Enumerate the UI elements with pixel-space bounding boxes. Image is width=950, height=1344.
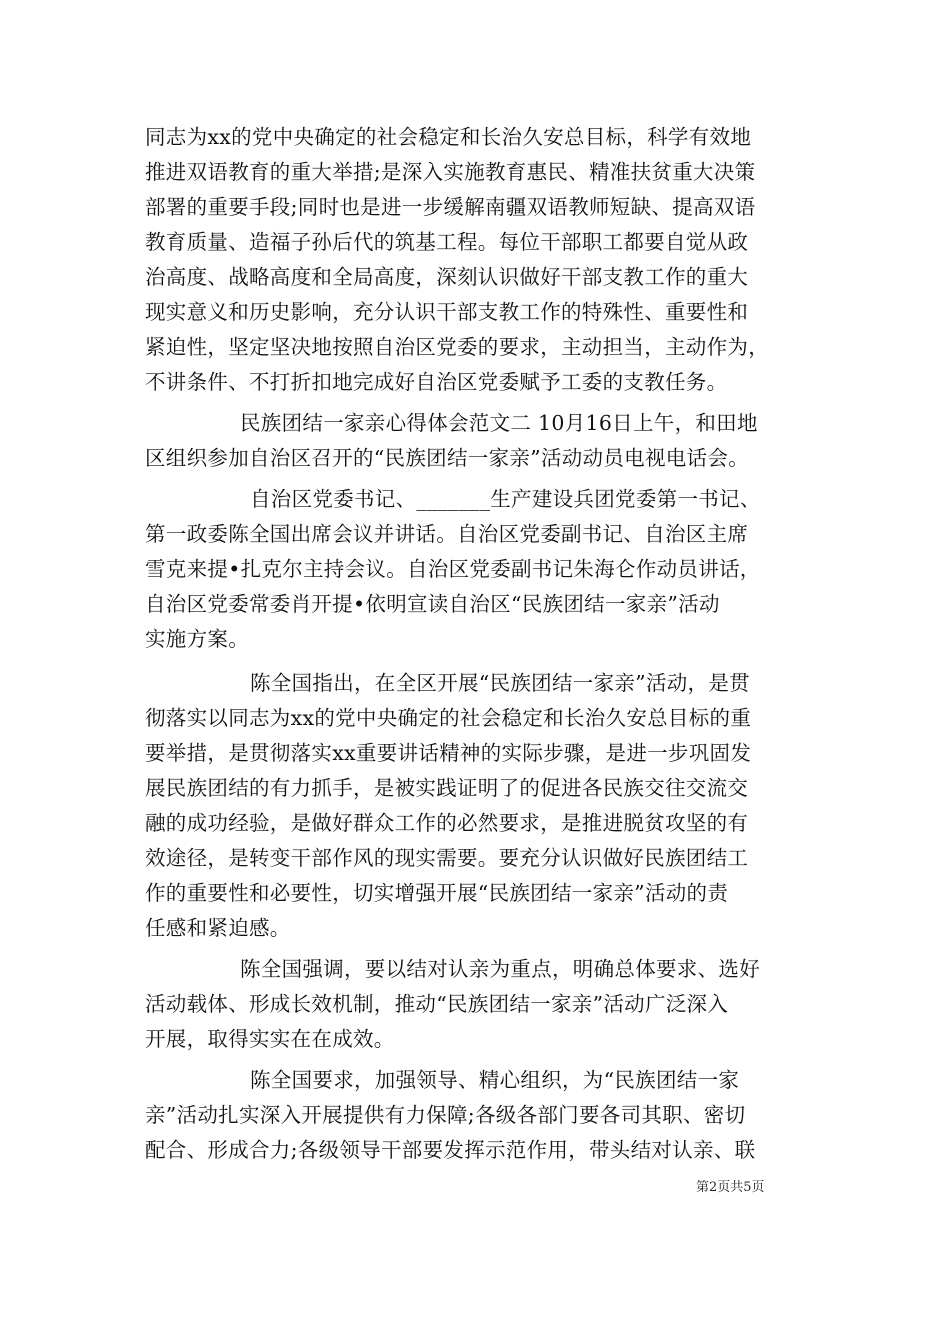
paragraph-2 [145, 406, 810, 476]
text-line: 效途径，是转变干部作风的现实需要。要充分认识做好民族团结工 [145, 846, 749, 870]
text-line: 陈全国强调，要以结对认亲为重点，明确总体要求、选好 [240, 957, 760, 981]
text-line: 紧迫性，坚定坚决地按照自治区党委的要求，主动担当，主动作为， [145, 335, 769, 359]
text-line: 要举措，是贯彻落实xx重要讲话精神的实际步骤，是进一步巩固发 [145, 741, 752, 765]
text-line: 部署的重要手段;同时也是进一步缓解南疆双语教师短缺、提高双语 [145, 195, 756, 219]
text-line: 开展，取得实实在在成效。 [145, 1027, 395, 1051]
text-line: 治高度、战略高度和全局高度，深刻认识做好干部支教工作的重大 [145, 265, 749, 289]
text-line: 自治区党委常委肖开提•依明宣读自治区“民族团结一家亲”活动 [145, 592, 720, 616]
text-line: 自治区党委书记、_______生产建设兵团党委第一书记、 [250, 487, 761, 511]
text-line: 第一政委陈全国出席会议并讲话。自治区党委副书记、自治区主席 [145, 522, 749, 546]
text-line: 活动载体、形成长效机制，推动“民族团结一家亲”活动广泛深入 [145, 992, 729, 1016]
text-line: 任感和紧迫感。 [145, 916, 291, 940]
text-line: 陈全国指出，在全区开展“民族团结一家亲”活动，是贯 [250, 671, 750, 695]
text-line: 实施方案。 [145, 627, 249, 651]
text-line: 展民族团结的有力抓手，是被实践证明了的促进各民族交往交流交 [145, 776, 749, 800]
paragraph-3 [145, 482, 810, 657]
page-number-footer: 第2页共5页 [696, 1180, 765, 1195]
paragraph-1 [145, 120, 810, 400]
text-line: 雪克来提•扎克尔主持会议。自治区党委副书记朱海仑作动员讲话， [145, 557, 761, 581]
text-line: 配合、形成合力;各级领导干部要发挥示范作用，带头结对认亲、联 [145, 1138, 756, 1162]
paragraph-4 [145, 666, 810, 946]
text-line: 推进双语教育的重大举措;是深入实施教育惠民、精准扶贫重大决策 [145, 160, 756, 184]
paragraph-6 [145, 1063, 810, 1168]
text-line: 亲”活动扎实深入开展提供有力保障;各级各部门要各司其职、密切 [145, 1103, 746, 1127]
text-line: 陈全国要求，加强领导、精心组织，为“民族团结一家 [250, 1068, 740, 1092]
text-line: 现实意义和历史影响，充分认识干部支教工作的特殊性、重要性和 [145, 300, 749, 324]
text-line: 不讲条件、不打折扣地完成好自治区党委赋予工委的支教任务。 [145, 370, 728, 394]
text-line: 区组织参加自治区召开的“民族团结一家亲”活动动员电视电话会。 [145, 446, 749, 470]
document-body [145, 120, 810, 1168]
text-line: 彻落实以同志为xx的党中央确定的社会稳定和长治久安总目标的重 [145, 706, 752, 730]
text-line: 同志为xx的党中央确定的社会稳定和长治久安总目标，科学有效地 [145, 125, 752, 149]
paragraph-5 [145, 952, 810, 1057]
text-line: 作的重要性和必要性，切实增强开展“民族团结一家亲”活动的责 [145, 881, 729, 905]
text-line: 教育质量、造福子孙后代的筑基工程。每位干部职工都要自觉从政 [145, 230, 749, 254]
text-line: 民族团结一家亲心得体会范文二 10月16日上午，和田地 [240, 411, 758, 435]
text-line: 融的成功经验，是做好群众工作的必然要求，是推进脱贫攻坚的有 [145, 811, 749, 835]
